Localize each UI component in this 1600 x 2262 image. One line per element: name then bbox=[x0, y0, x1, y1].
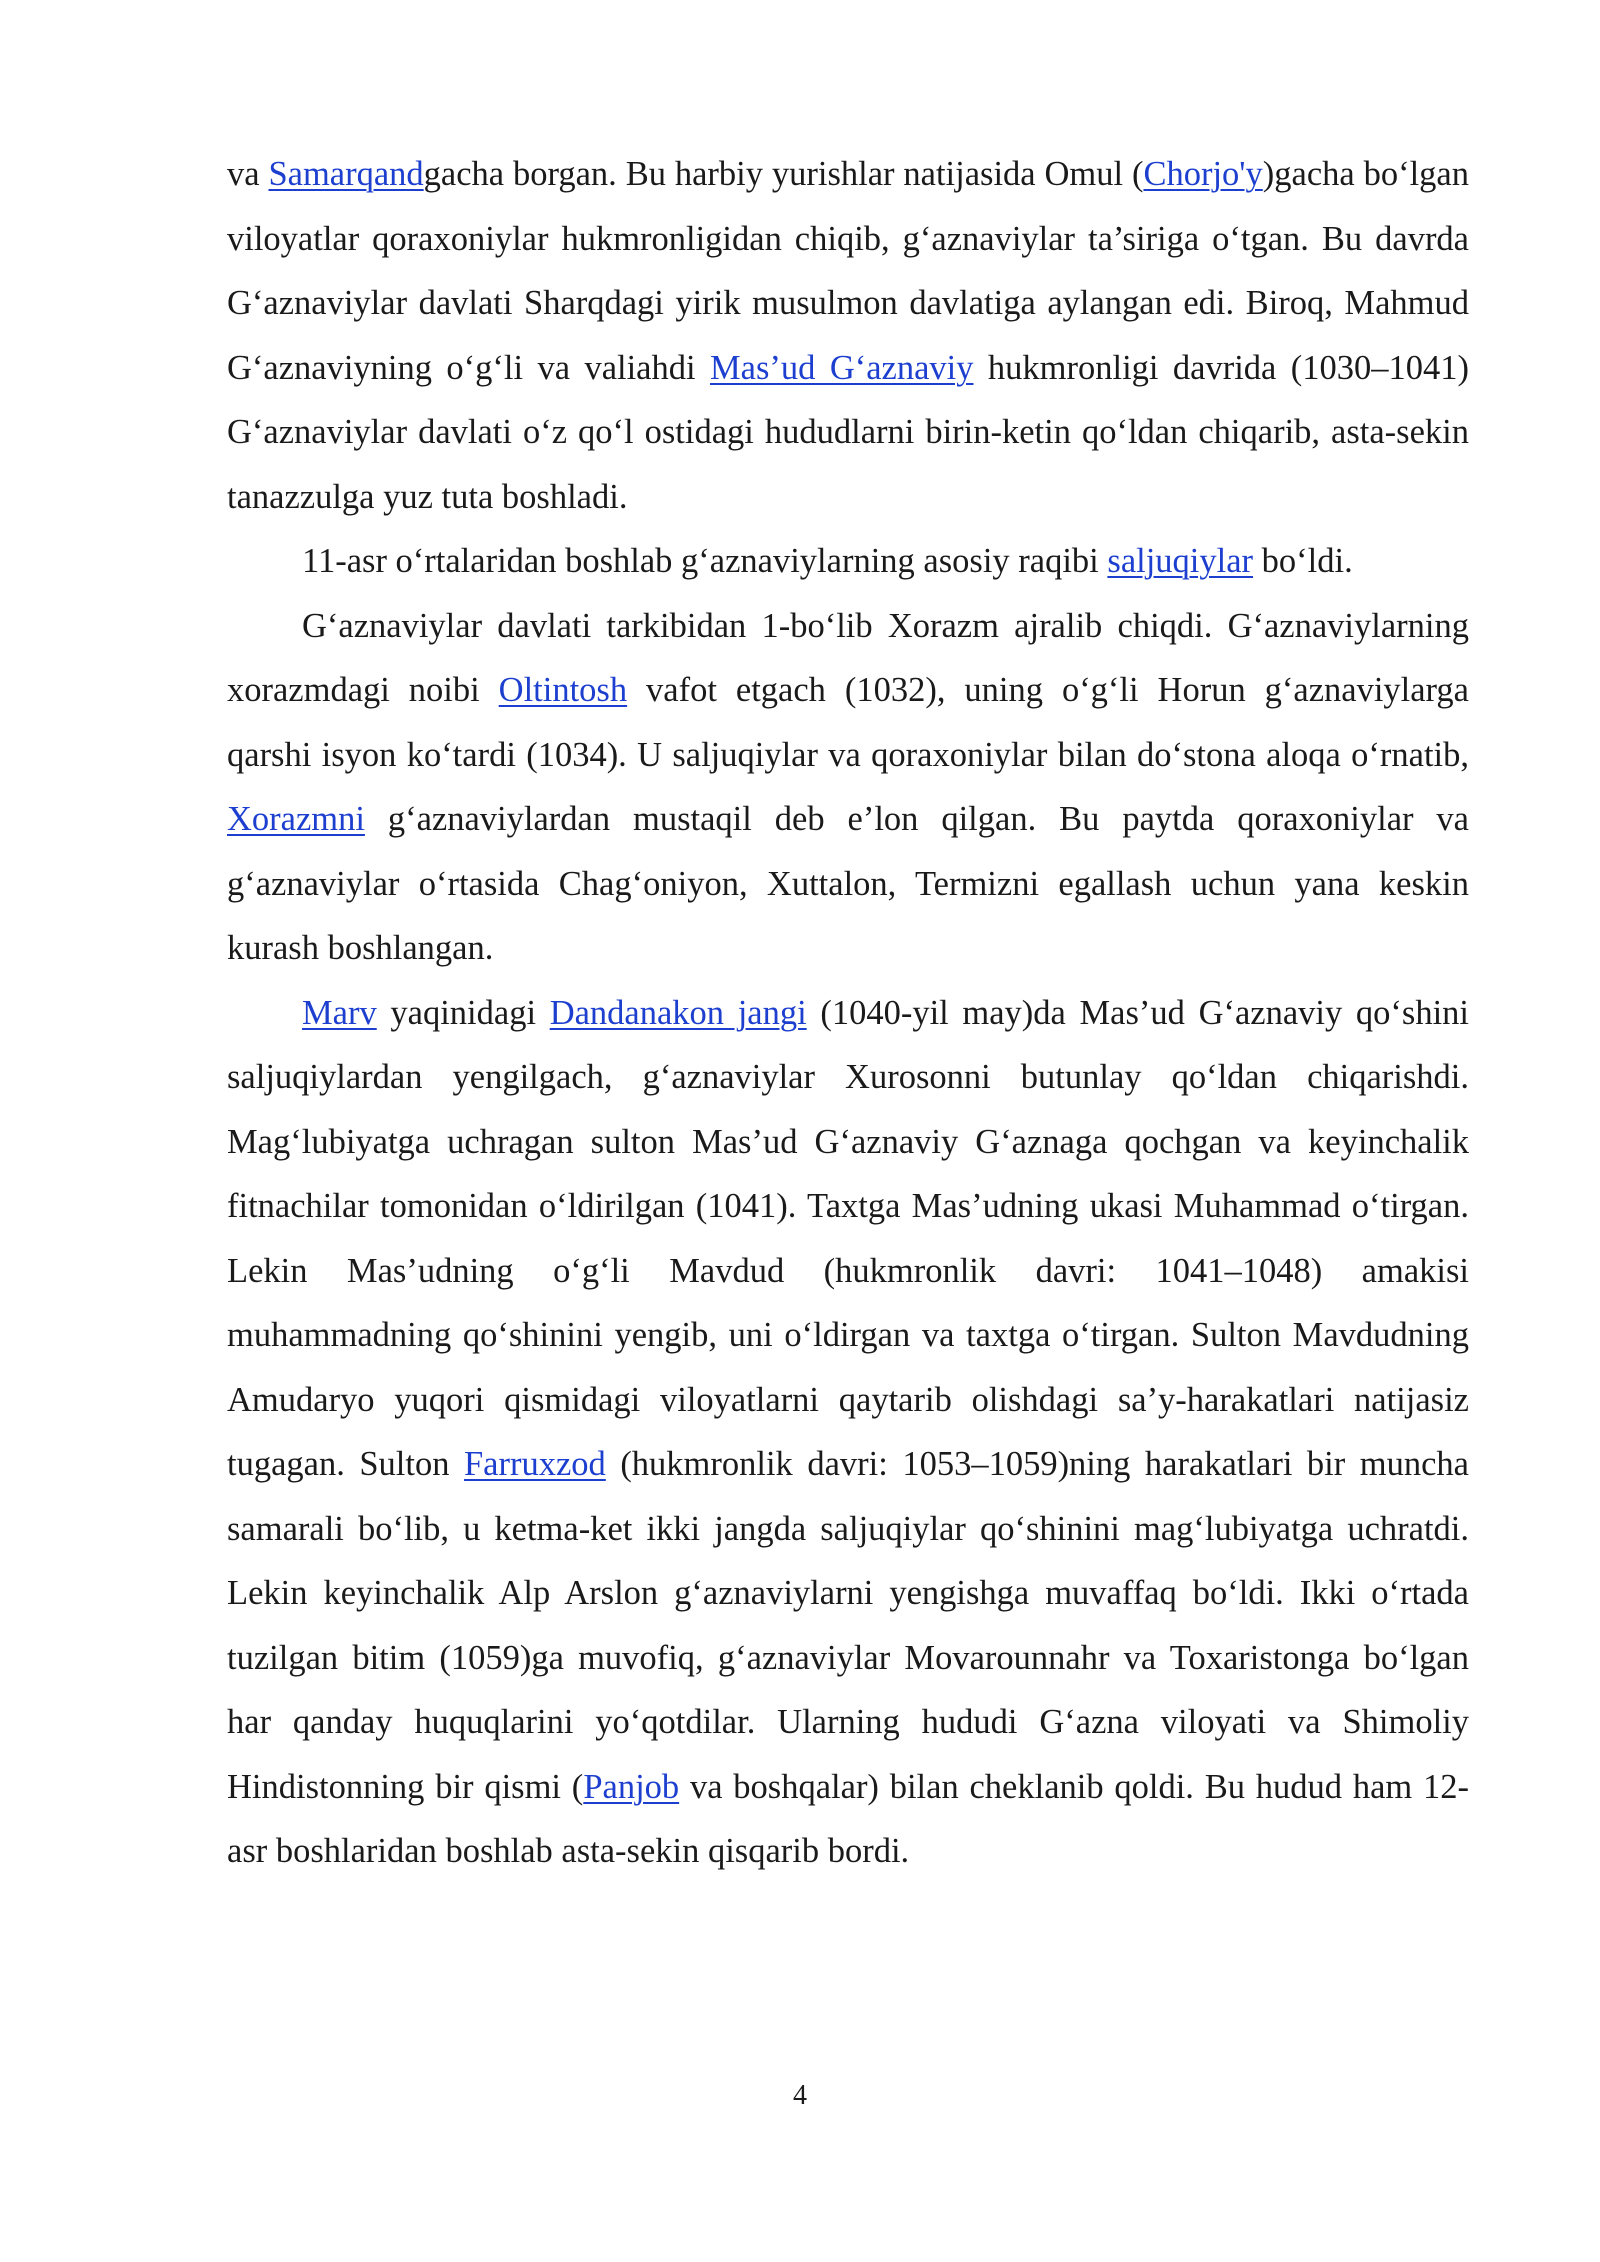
paragraph bbox=[227, 529, 1469, 594]
text-run: vafot etgach (1032), uning o‘g‘li Horun g‘aznaviylarga qarshi isyon ko‘tardi (1034). U saljuqiylar va qoraxoniylar bilan do‘stona aloqa o‘rnatib, bbox=[227, 671, 1469, 774]
link-panjob[interactable]: Panjob bbox=[583, 1767, 680, 1806]
text-run: va boshqalar) bilan cheklanib qoldi. Bu hudud ham 12-asr boshlaridan boshlab asta-sekin qisqarib bordi. bbox=[227, 1767, 1469, 1870]
text-run: bo‘ldi. bbox=[1253, 542, 1353, 580]
link-samarqand[interactable]: Samarqand bbox=[268, 155, 424, 193]
link-masud-gaznaviy[interactable]: Mas’ud G‘aznaviy bbox=[710, 348, 974, 387]
link-dandanakon-jangi[interactable]: Dandanakon jangi bbox=[549, 993, 807, 1032]
paragraph bbox=[227, 981, 1469, 1884]
text-run: (hukmronlik davri: 1053–1059)ning harakatlari bir muncha samarali bo‘lib, u ketma-ket ikki jangda saljuqiylar qo‘shinini mag‘lubiyatga uchratdi. Lekin keyinchalik Alp Arslon g‘aznaviylarni yengishga muvaffaq bo‘ldi. Ikki o‘rtada tuzilgan bitim (1059)ga muvofiq, g‘aznaviylar Movarounnahr va Toxaristonga bo‘lgan har qanday huquqlarini yo‘qotdilar. Ularning hududi G‘azna viloyati va Shimoliy Hindistonning bir qismi ( bbox=[227, 1445, 1469, 1806]
link-chorjoy[interactable]: Chorjo'y bbox=[1143, 155, 1263, 193]
link-saljuqiylar[interactable]: saljuqiylar bbox=[1107, 542, 1254, 580]
link-farruxzod[interactable]: Farruxzod bbox=[464, 1445, 606, 1483]
paragraph bbox=[227, 142, 1469, 529]
link-xorazmni[interactable]: Xorazmni bbox=[227, 800, 365, 838]
page-number: 4 bbox=[793, 2080, 807, 2111]
document-body bbox=[227, 142, 1469, 1884]
link-oltintosh[interactable]: Oltintosh bbox=[498, 671, 628, 709]
text-run: g‘aznaviylardan mustaqil deb e’lon qilgan. Bu paytda qoraxoniylar va g‘aznaviylar o‘rtasida Chag‘oniyon, Xuttalon, Termizni egallash uchun yana keskin kurash boshlangan. bbox=[227, 800, 1469, 967]
text-run: G‘aznaviylar davlati tarkibidan 1-bo‘lib Xorazm ajralib chiqdi. G‘aznaviylarning xorazmdagi noibi bbox=[227, 606, 1469, 709]
paragraph bbox=[227, 594, 1469, 981]
text-run: gacha borgan. Bu harbiy yurishlar natijasida Omul ( bbox=[423, 155, 1144, 193]
link-marv[interactable]: Marv bbox=[302, 993, 377, 1032]
text-run: va bbox=[227, 155, 269, 193]
text-run: (1040-yil may)da Mas’ud G‘aznaviy qo‘shini saljuqiylardan yengilgach, g‘aznaviylar Xurosonni butunlay qo‘ldan chiqarishdi. Mag‘lubiyatga uchragan sulton Mas’ud G‘aznaviy G‘aznaga qochgan va keyinchalik fitnachilar tomonidan o‘ldirilgan (1041). Taxtga Mas’udning ukasi Muhammad o‘tirgan. Lekin Mas’udning o‘g‘li Mavdud (hukmronlik davri: 1041–1048) amakisi muhammadning qo‘shinini yengib, uni o‘ldirgan va taxtga o‘tirgan. Sulton Mavdudning Amudaryo yuqori qismidagi viloyatlarni qaytarib olishdagi sa’y-harakatlari natijasiz tugagan. Sulton bbox=[227, 993, 1469, 1483]
text-run: yaqinidagi bbox=[376, 993, 550, 1032]
text-run: hukmronligi davrida (1030–1041) G‘aznaviylar davlati o‘z qo‘l ostidagi hududlarni birin-ketin qo‘ldan chiqarib, asta-sekin tanazzulga yuz tuta boshladi. bbox=[227, 348, 1469, 516]
text-run: 11-asr o‘rtalaridan boshlab g‘aznaviylarning asosiy raqibi bbox=[302, 542, 1108, 580]
text-run: )gacha bo‘lgan viloyatlar qoraxoniylar hukmronligidan chiqib, g‘aznaviylar ta’siriga o‘tgan. Bu davrda G‘aznaviylar davlati Sharqdagi yirik musulmon davlatiga aylangan edi. Biroq, Mahmud G‘aznaviyning o‘g‘li va valiahdi bbox=[227, 155, 1469, 387]
